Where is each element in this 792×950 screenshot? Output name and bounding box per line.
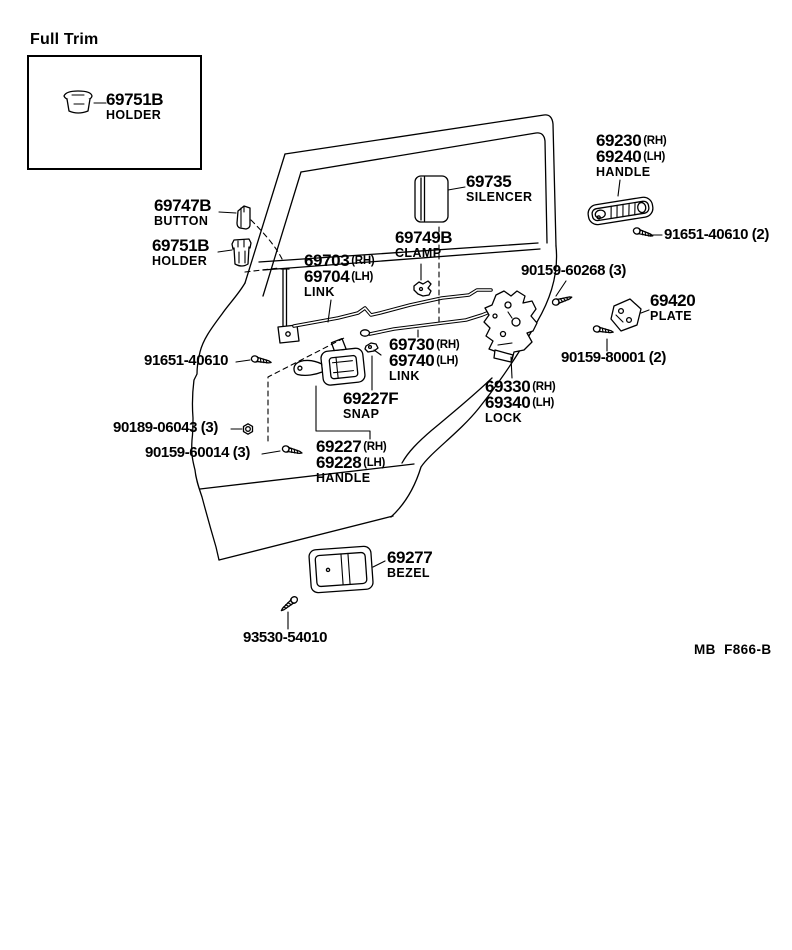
- clamp-icon: [414, 281, 431, 296]
- label-bezel: 69277 BEZEL: [387, 548, 433, 580]
- screw-outer-handle-icon: [633, 227, 654, 239]
- page-code: MB F866-B: [694, 642, 772, 657]
- outer-handle-icon: [587, 196, 654, 226]
- bezel-icon: [309, 546, 374, 593]
- label-handle-screw: 90159-60014 (3): [145, 444, 250, 461]
- screw-bezel-icon: [279, 595, 298, 613]
- label-holder: 69751B HOLDER: [152, 236, 210, 268]
- label-bezel-screw: 93530-54010: [243, 629, 328, 646]
- button-icon: [237, 206, 250, 229]
- label-lock: 69330 (RH) 69340 (LH) LOCK: [485, 377, 556, 425]
- lock-icon: [484, 291, 537, 362]
- silencer-icon: [415, 176, 448, 222]
- snap-icon: [365, 343, 381, 355]
- label-silencer: 69735 SILENCER: [466, 172, 533, 204]
- lock-rod-assembly: [278, 269, 299, 343]
- label-inner-handle: 69227 (RH) 69228 (LH) HANDLE: [316, 437, 387, 485]
- door-window-frame: [245, 115, 556, 296]
- label-rod-screw: 91651-40610: [144, 352, 229, 369]
- holder-icon: [232, 239, 251, 266]
- label-outer-handle-screw: 91651-40610 (2): [664, 226, 769, 243]
- nut-icon: [244, 424, 253, 434]
- page-title: Full Trim: [30, 31, 99, 48]
- label-clamp: 69749B CLAMP: [395, 228, 453, 260]
- screw-inner-handle-icon: [282, 445, 303, 456]
- label-handle-nut: 90189-06043 (3): [113, 419, 218, 436]
- screw-rod-icon: [251, 355, 272, 365]
- label-button: 69747B BUTTON: [154, 196, 212, 228]
- label-lock-screw: 90159-60268 (3): [521, 262, 626, 279]
- label-plate: 69420 PLATE: [650, 291, 696, 323]
- label-full-trim-holder: 69751B HOLDER: [106, 90, 164, 122]
- screw-lock-icon: [552, 294, 573, 306]
- label-outer-handle: 69230 (RH) 69240 (LH) HANDLE: [596, 131, 667, 179]
- label-snap: 69227F SNAP: [343, 389, 399, 421]
- label-upper-link: 69703 (RH) 69704 (LH) LINK: [304, 251, 375, 299]
- label-plate-screw: 90159-80001 (2): [561, 349, 666, 366]
- screw-plate-icon: [593, 325, 614, 335]
- label-lower-link: 69730 (RH) 69740 (LH) LINK: [389, 335, 460, 383]
- inner-handle-icon: [291, 337, 365, 389]
- plate-icon: [611, 299, 641, 331]
